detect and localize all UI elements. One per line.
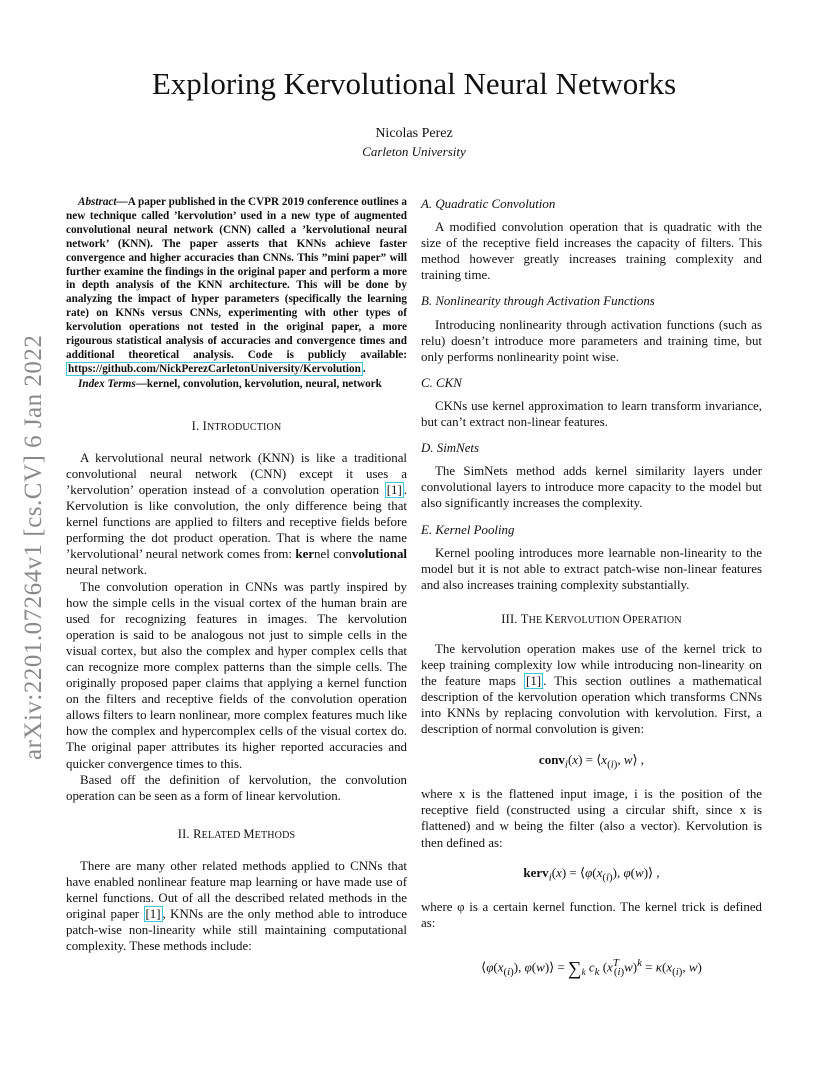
subsection-heading-ckn: C. CKN: [421, 375, 462, 390]
index-terms-text: —kernel, convolution, kervolution, neural, network: [135, 377, 382, 390]
citation-link[interactable]: [1]: [526, 674, 542, 689]
kervolution-paragraph-2: where x is the flattened input image, i is the position of the receptive field (constructed using a circular shift, since x is flattened) and w being the filter (also a vector). Kervolution is then defined as:: [421, 787, 762, 850]
subsection-heading-kernel-pooling: E. Kernel Pooling: [421, 522, 515, 537]
equation-kernel-trick: $⟨\varphi(x_{(i)})$, φ(w)⟩ = $\sum_k$ $c_k$ $(x^T_{(i)}w)^k = \kappa(x_{(i)}$, w): [481, 957, 702, 980]
section-heading-introduction: I. INTRODUCTION: [191, 418, 282, 433]
author-affiliation: Carleton University: [362, 144, 466, 159]
subsection-heading-simnets: D. SimNets: [421, 441, 480, 456]
related-paragraph: There are many other related methods applied to CNNs that have enabled nonlinear feature map learning or have made use of kernel functions. Out of all the described related methods in the original paper [1] , KNNs are the only method able to introduce patch-wise non-linearity while still maintaining computational complexity. These methods include:: [66, 858, 407, 954]
left-column: [66, 196, 407, 955]
nonlinearity-paragraph: Introducing nonlinearity through activation functions (such as relu) doesn’t introduce more parameters and training time, but only performs nonlinearity point wise.: [421, 317, 762, 364]
intro-paragraph-3: Based off the definition of kervolution, the convolution operation can be seen as a form of linear kervolution.: [66, 772, 407, 803]
equation-convolution: conv$_i$(x) = $⟨x_{(i)}$, w⟩ ,: [538, 751, 645, 771]
abstract-lead: Abstract: [78, 196, 117, 208]
intro-paragraph-1: A kervolutional neural network (KNN) is like a traditional convolutional neural network (CNN) except it uses a ’kervolution’ operation instead of a convolution operation [1] . Kervolution is like convolution, the only difference being that kernel functions are applied to filters and receptive fields before performing the dot product operation. That is where the name ’kervolutional’ neural network comes from: kernel convolutional neural network.: [66, 450, 407, 578]
section-heading-kervolution: III. THE KERVOLUTION OPERATION: [501, 611, 682, 626]
equation-kervolution: kerv$_i$(x) = $⟨\varphi(x_{(i)})$, φ(w)⟩ ,: [523, 864, 660, 884]
abstract-text: —A paper published in the CVPR 2019 conference outlines a new technique called ’kervolution’ used in a new type of augmented convolutional neural network (CNN) called a ’kervolutional neural network’ (KNN). The paper asserts that KNNs achieve faster convergence and higher accuracies than CNNs. This ”mini paper” will further examine the findings in the original paper and perform a more in depth analysis of the KNN architecture. This will be done by analyzing the impact of hyper parameters (specifically the learning rate) on KNNs versus CNNs, experimenting with other types of kervolution operations not tested in the original paper, a more rigourous statistical analysis of accuracies and convergence times and additional theoretical analysis. Code is publicly available:: [66, 196, 407, 361]
intro-paragraph-2: The convolution operation in CNNs was partly inspired by how the simple cells in the visual cortex of the human brain are used for recognizing features in images. The kervolution operation is said to be analogous not just to simple cells in the visual cortex, but also the complex and hyper complex cells that can recognize more complex patterns than the simple cells. The originally proposed paper claims that applying a kernel function on the filters and receptive fields of the convolution operation allows filters to learn nonlinear, more complex features much like how the complex and hypercomplex cells of the visual cortex do. The original paper attributes its higher reported accuracies and quicker convergence times to this.: [66, 579, 407, 771]
arxiv-identifier: arXiv:2201.07264v1 [cs.CV] 6 Jan 2022: [20, 334, 47, 760]
citation-link[interactable]: [1]: [386, 482, 402, 497]
index-terms: [66, 378, 407, 392]
index-terms-lead: Index Terms: [78, 377, 136, 390]
citation-link[interactable]: [1]: [145, 907, 161, 922]
code-link[interactable]: https://github.com/NickPerezCarletonUniversity/Kervolution: [68, 362, 361, 375]
simnets-paragraph: The SimNets method adds kernel similarity layers under convolutional layers to introduce more capacity to the model but also significantly increases the complexity.: [421, 464, 762, 511]
abstract: [66, 196, 407, 377]
subsection-heading-quadratic: A. Quadratic Convolution: [421, 197, 556, 211]
section-heading-related-methods: II. RELATED METHODS: [177, 826, 296, 841]
author-name: Nicolas Perez: [375, 126, 453, 141]
abstract-end: .: [362, 362, 366, 375]
right-column: [421, 196, 762, 980]
kervolution-paragraph-3: where φ is a certain kernel function. The kernel trick is defined as:: [421, 900, 762, 931]
ckn-paragraph: CKNs use kernel approximation to learn transform invariance, but can’t extract non-linear features.: [421, 398, 762, 430]
subsection-heading-nonlinearity: B. Nonlinearity through Activation Functions: [421, 294, 655, 309]
paper-title: Exploring Kervolutional Neural Networks: [151, 66, 677, 101]
quadratic-paragraph: A modified convolution operation that is quadratic with the size of the receptive field increases the capacity of filters. This method however greatly increases training complexity and training time.: [421, 220, 762, 283]
kernel-pooling-paragraph: Kernel pooling introduces more learnable non-linearity to the model but it is not able to extract patch-wise non-linear features and also increases training complexity substantially.: [421, 545, 762, 592]
kervolution-paragraph-1: The kervolution operation makes use of the kernel trick to keep training complexity low while introducing non-linearity on the feature maps [1] . This section outlines a mathematical description of the kervolution operation which transforms CNNs into KNNs by replacing convolution with kervolution. First, a description of normal convolution is given:: [421, 641, 762, 737]
